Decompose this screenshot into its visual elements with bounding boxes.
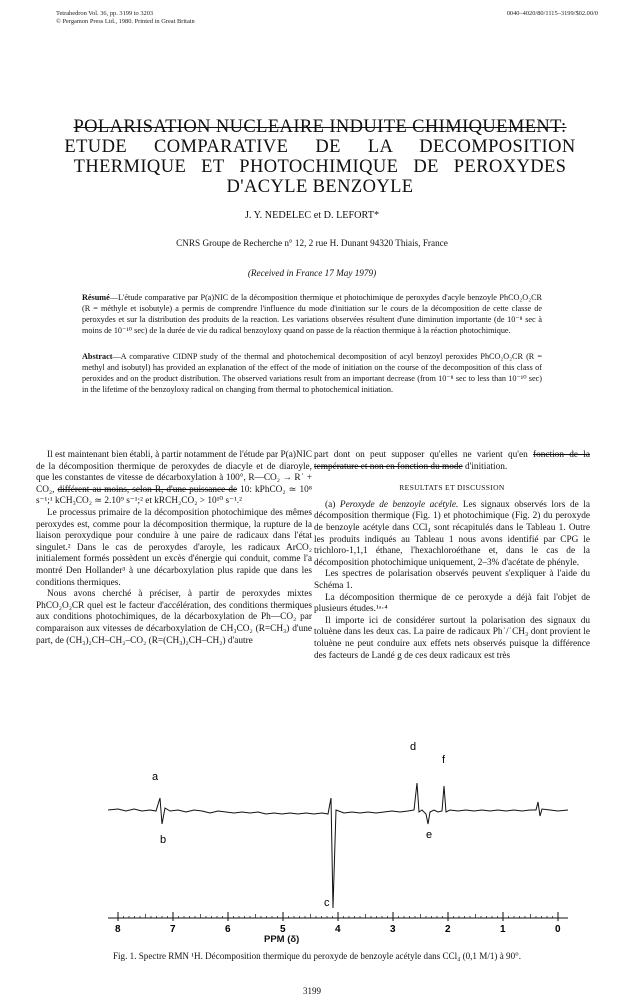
- press-line: © Pergamon Press Ltd., 1980. Printed in Great Britain: [56, 18, 195, 25]
- abstract-text: —A comparative CIDNP study of the thermal and photochemical decomposition of acyl benzoyl peroxides PhCO₂O₂CR (R = methyl and isobutyl) has provided an explanation of the effect of the mode of initiation on the course of the decomposition of this class of peroxides and on the product distribution. The observed variations result from an important decrease (from 10⁻⁸ sec to less than 10⁻¹⁰ sec) in the lifetime of the benzoyloxy radical on changing from thermal to photochemical initiation.: [82, 352, 542, 394]
- resume-block: [82, 292, 542, 336]
- section-title: RESULTATS ET DISCUSSION: [399, 483, 505, 493]
- right-p0-struck-line: fonction de la température et non en fonction du mode: [314, 450, 590, 472]
- authors: J. Y. NEDELEC et D. LEFORT*: [244, 210, 380, 221]
- axis-tick-label-8: 8: [115, 924, 121, 935]
- peak-e-text: e: [426, 829, 433, 841]
- resume-label: Résumé: [82, 293, 110, 302]
- nmr-spectrum: [108, 738, 568, 938]
- title-line-2: ETUDE COMPARATIVE DE LA DECOMPOSITION: [64, 137, 576, 157]
- right-p1-lead: (a): [325, 499, 340, 510]
- peak-label-a: [152, 771, 159, 783]
- abstract-label: Abstract: [82, 352, 113, 361]
- left-paragraph-3: Nous avons cherché à préciser, à partir de peroxydes mixtes PhCO₂O₂CR quel est le facteur d'accélération, des conditions thermiques aux conditions photochimiques, de la décarboxylation de Ph—CO₂ par comparaison aux vitesses de décarboxylation de CH₃CO₂ (R=CH₃) d'une part, de (CH₃)₂CH–CH₂–CO₂ (R=(CH₃)₂CH–CH₂) d'autre: [36, 589, 312, 646]
- right-p0-text-b: d'initiation.: [462, 461, 508, 472]
- left-paragraph-1: [36, 450, 312, 508]
- axis-label: PPM (δ): [264, 934, 300, 945]
- title-line-1: POLARISATION NUCLEAIRE INDUITE CHIMIQUEMENT:: [73, 117, 567, 137]
- right-paragraph-2: Les spectres de polarisation observés peuvent s'expliquer à l'aide du Schéma 1.: [314, 569, 590, 591]
- peak-label-e: [426, 829, 432, 841]
- left-p1-struck-line: différent au moins, selon R, d'une puissance de: [57, 484, 238, 495]
- axis-major-ticks: [115, 912, 561, 935]
- figure-caption: Fig. 1. Spectre RMN ¹H. Décomposition thermique du peroxyde de benzoyle acétyle dans CCl₄ (0,1 M/1) à 90°.: [112, 951, 522, 961]
- right-paragraph-1: [314, 500, 590, 570]
- axis-tick-label-6: 6: [225, 924, 231, 935]
- peak-label-c: [324, 897, 330, 909]
- received-date: (Received in France 17 May 1979): [247, 268, 377, 278]
- title-line-4: D'ACYLE BENZOYLE: [226, 177, 414, 197]
- article-code: 0040–4020/80/1115–3199/$02.00/0: [506, 10, 598, 17]
- left-paragraph-2: Le processus primaire de la décomposition photochimique des mêmes peroxydes est, comme pour la décomposition thermique, la rupture de la liaison peroxydique pour conduire à une paire de radicaux dans l'état singulet.² Dans le cas de peroxydes d'aroyle, les radicaux ArCO₂ initialement formés possèdent un excès d'énergie qui conduit, comme l'a montré Den Hollander³ à une décarboxylation plus rapide que dans les conditions thermiques.: [36, 507, 312, 588]
- peak-label-f: [442, 754, 446, 766]
- right-paragraph-0: [314, 450, 590, 473]
- right-column: [314, 450, 590, 662]
- page-number: 3199: [303, 986, 321, 996]
- axis-tick-label-1: 1: [500, 924, 506, 935]
- peak-label-d: [410, 741, 416, 753]
- abstract-block: [82, 351, 542, 395]
- peak-d-text: d: [410, 741, 417, 753]
- affiliation: CNRS Groupe de Recherche n° 12, 2 rue H. Dunant 94320 Thiais, France: [176, 238, 448, 248]
- left-p1-text-a: Il est maintenant bien établi, à partir notamment de l'étude par P(a)NIC de la décomposition thermique de peroxydes de diacyle et de diaroyle, que les constantes de vitesse de décarboxylation à 100°, R—CO₂ → R˙ + CO₂,: [36, 450, 312, 495]
- peak-b-text: b: [160, 834, 167, 846]
- right-paragraph-4: Il importe ici de considérer surtout la polarisation des signaux du toluène dans les deux cas. La paire de radicaux Ph˙/˙CH₃ dont provient le toluène ne peut conduire aux effets nets observés puisque la différence des facteurs de Landé g de ces deux radicaux est très: [314, 615, 590, 661]
- right-p1-text: Les signaux observés lors de la décomposition thermique (Fig. 1) et photochimique (Fig. 2) du peroxyde de benzoyle acétyle dans CCl₄ sont récapitulés dans le Tableau 1. Outre les produits indiqués au Tableau 1 nous avons identifié par CPG le trichloro-1,1,1 éthane, l'hexachloroéthane et, dans le cas de la décomposition photochimique uniquement, 2–3% d'acétate de phényle.: [314, 499, 590, 568]
- left-p1-text-b: 10: kPhCO₂ ≃ 10⁸ s⁻¹;¹ kCH₃CO₂ ≃ 2.10⁹ s⁻¹;² et kRCH₂CO₂ > 10¹⁰ s⁻¹.²: [36, 484, 312, 507]
- axis-tick-label-5: 5: [280, 924, 286, 935]
- journal-citation: Tetrahedron Vol. 36, pp. 3199 to 3203: [56, 10, 154, 17]
- paper-title: [40, 117, 600, 197]
- peak-f-text: f: [442, 754, 446, 766]
- axis-tick-label-0: 0: [555, 924, 561, 935]
- running-header: [56, 10, 195, 26]
- peak-label-b: [160, 834, 166, 846]
- spectrum-trace: [108, 783, 568, 908]
- right-paragraph-3: La décomposition thermique de ce peroxyde a déjà fait l'objet de plusieurs études.¹ᵃ·⁴: [314, 592, 590, 615]
- axis-tick-label-7: 7: [170, 924, 176, 935]
- peak-c-text: c: [324, 897, 330, 909]
- left-column: [36, 450, 312, 647]
- axis-tick-label-2: 2: [445, 924, 451, 935]
- axis-tick-label-3: 3: [390, 924, 396, 935]
- right-p1-italic: Peroxyde de benzoyle acétyle.: [339, 499, 459, 510]
- title-line-3: THERMIQUE ET PHOTOCHIMIQUE DE PEROXYDES: [73, 157, 567, 177]
- right-p0-text-a: part dont on peut supposer qu'elles ne varient qu'en: [314, 450, 533, 460]
- axis-tick-label-4: 4: [335, 924, 341, 935]
- resume-text: —L'étude comparative par P(a)NIC de la décomposition thermique et photochimique de peroxydes d'acyle benzoyle PhCO₂O₂CR (R = méthyle et isobutyle) a permis de comprendre l'influence du mode d'initiation sur le cours de la décomposition de cette classe de peroxydes et sur la distribution des produits de la reaction. Les variations observées résultent d'une diminution importante (de 10⁻⁸ sec à moins de 10⁻¹⁰ sec) de la durée de vie du radical benzoyloxy quand on passe de la réaction thermique à la réaction photochimique.: [82, 293, 542, 335]
- peak-a-text: a: [152, 771, 159, 783]
